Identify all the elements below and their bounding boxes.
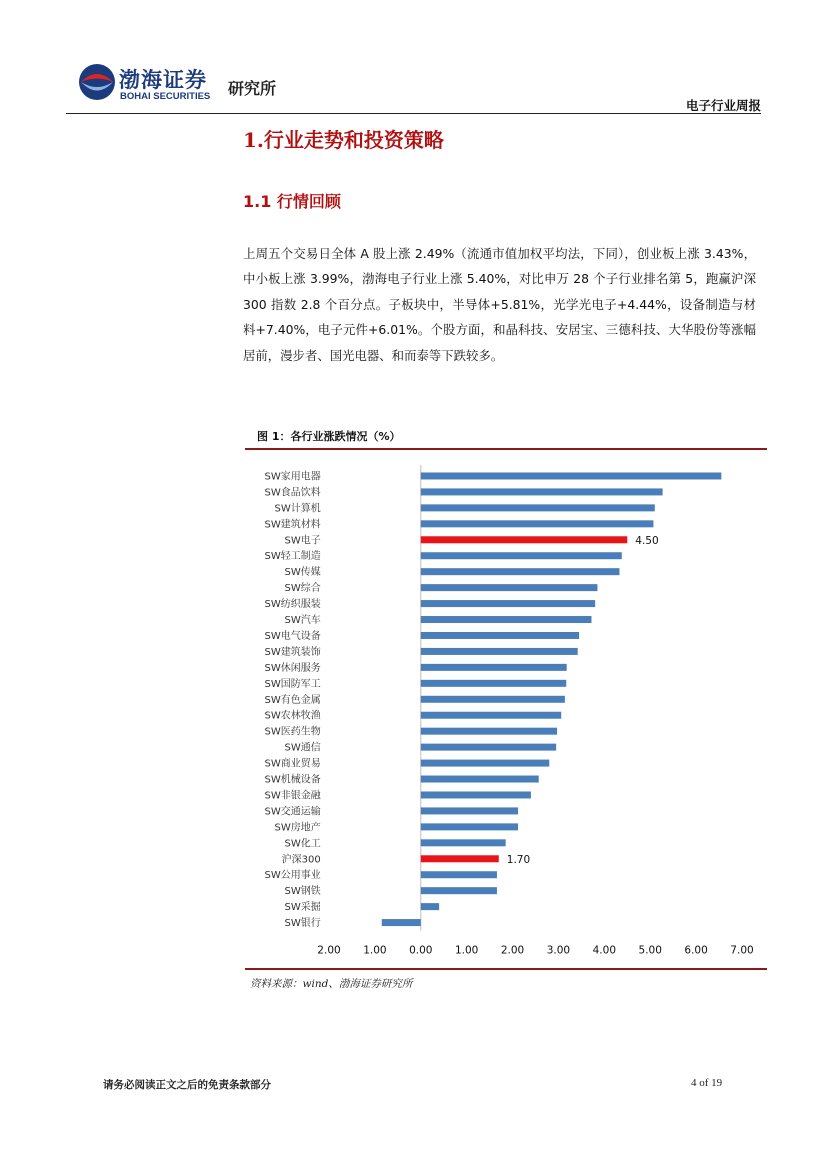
report-type: 电子行业周报	[685, 98, 761, 113]
bar-SW化工	[421, 839, 506, 846]
x-tick-label: 0.00	[409, 944, 433, 957]
category-label: 沪深300	[281, 854, 321, 866]
bar-SW电子	[421, 536, 628, 543]
x-tick-label: 6.00	[684, 944, 708, 957]
bar-SW食品饮料	[421, 488, 663, 495]
category-label: SW计算机	[274, 503, 321, 515]
x-tick-label: 5.00	[638, 944, 662, 957]
category-label: SW汽车	[284, 615, 321, 627]
figure-top-rule	[245, 448, 767, 450]
category-label: SW化工	[284, 838, 321, 850]
bar-SW纺织服装	[421, 600, 595, 607]
category-label: SW机械设备	[264, 774, 321, 786]
bar-SW公用事业	[421, 871, 497, 878]
bar-SW房地产	[421, 823, 518, 830]
bar-SW休闲服务	[421, 664, 567, 671]
figure-source: 资料来源：wind、渤海证券研究所	[250, 978, 413, 990]
category-label: SW医药生物	[264, 726, 321, 738]
bar-SW机械设备	[421, 776, 539, 783]
bar-SW通信	[421, 744, 556, 751]
category-label: SW银行	[284, 918, 321, 930]
category-label: SW有色金属	[264, 694, 321, 706]
bar-SW采掘	[421, 903, 439, 910]
bar-SW有色金属	[421, 696, 565, 703]
x-tick-label: 7.00	[730, 944, 754, 957]
category-label: SW建筑材料	[264, 519, 321, 531]
category-label: SW综合	[284, 583, 321, 595]
bar-沪深300	[421, 855, 499, 862]
category-label: SW商业贸易	[264, 758, 321, 770]
bar-SW钢铁	[421, 887, 497, 894]
category-label: SW钢铁	[284, 886, 321, 898]
industry-change-chart	[245, 455, 767, 965]
x-tick-label: 2.00	[317, 944, 341, 957]
bar-SW交通运输	[421, 807, 518, 814]
category-label: SW纺织服装	[264, 599, 321, 611]
bar-SW银行	[382, 919, 421, 926]
bar-SW轻工制造	[421, 552, 622, 559]
bar-SW传媒	[421, 568, 620, 575]
x-tick-label: 1.00	[363, 944, 387, 957]
institute-name: 研究所	[228, 79, 277, 98]
footer-disclaimer: 请务必阅读正文之后的免责条款部分	[103, 1079, 271, 1091]
bar-SW农林牧渔	[421, 712, 561, 719]
data-label: 4.50	[635, 534, 659, 547]
section-heading: 1.行业走势和投资策略	[243, 128, 444, 152]
category-label: SW家用电器	[264, 471, 321, 483]
category-label: SW非银金融	[264, 790, 321, 802]
figure-title: 图 1：各行业涨跌情况（%）	[257, 430, 401, 443]
bar-SW建筑装饰	[421, 648, 578, 655]
category-label: SW农林牧渔	[264, 710, 321, 722]
brand-logo-icon	[78, 62, 116, 102]
page-number: 4 of 19	[691, 1077, 723, 1089]
x-tick-label: 4.00	[592, 944, 617, 957]
category-label: SW采掘	[284, 902, 321, 914]
category-label: SW电子	[284, 535, 321, 547]
bar-SW综合	[421, 584, 598, 591]
subsection-heading: 1.1 行情回顾	[243, 192, 341, 211]
category-label: SW国防军工	[264, 678, 321, 690]
figure-bottom-rule	[245, 968, 767, 970]
bar-SW商业贸易	[421, 760, 549, 767]
category-label: SW公用事业	[264, 870, 321, 882]
x-tick-label: 3.00	[546, 944, 571, 957]
data-label: 1.70	[506, 853, 531, 866]
header-divider	[66, 113, 761, 114]
x-tick-label: 2.00	[500, 944, 525, 957]
category-label: SW食品饮料	[264, 487, 321, 499]
bar-SW建筑材料	[421, 520, 654, 527]
bar-SW计算机	[421, 504, 655, 511]
brand-name-en: BOHAI SECURITIES	[120, 91, 211, 102]
category-label: SW建筑装饰	[264, 646, 321, 658]
bar-SW家用电器	[421, 472, 722, 479]
category-label: SW传媒	[284, 567, 321, 579]
category-label: SW轻工制造	[264, 551, 321, 563]
bar-SW医药生物	[421, 728, 557, 735]
bar-SW非银金融	[421, 791, 531, 798]
bar-SW电气设备	[421, 632, 579, 639]
x-tick-label: 1.00	[454, 944, 479, 957]
brand-name-cn: 渤海证券	[119, 67, 207, 92]
category-label: SW休闲服务	[264, 662, 321, 674]
category-label: SW电气设备	[264, 630, 321, 642]
body-paragraph: 上周五个交易日全体 A 股上涨 2.49%（流通市值加权平均法，下同），创业板上涨 3.43%，中小板上涨 3.99%，渤海电子行业上涨 5.40%，对比申万 28 个子行业排名第 5，跑赢沪深 300 指数 2.8 个百分点。子板块中，半导体+5.81%，光学光电子+4.44%，设备制造与材料+7.40%，电子元件+6.01%。个股方面，和晶科技、安居宝、三德科技、大华股份等涨幅居前，漫步者、国光电器、和而泰等下跌较多。	[243, 246, 756, 363]
category-label: SW交通运输	[264, 806, 321, 818]
bar-SW国防军工	[421, 680, 566, 687]
bar-SW汽车	[421, 616, 592, 623]
category-label: SW通信	[284, 742, 321, 754]
category-label: SW房地产	[274, 822, 321, 834]
